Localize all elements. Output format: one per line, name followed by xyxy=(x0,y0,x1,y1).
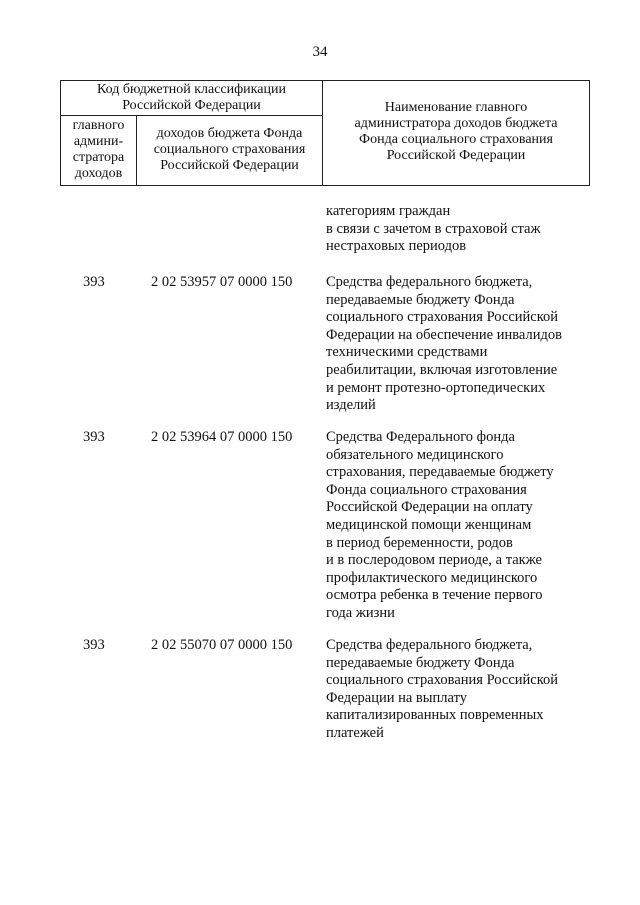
row-budget-code: 2 02 55070 07 0000 150 xyxy=(151,637,293,653)
continuation-name: категориям граждан в связи с зачетом в страховой стаж нестраховых периодов xyxy=(326,203,541,255)
row-budget-code: 2 02 53964 07 0000 150 xyxy=(151,429,293,445)
header-col-name: Наименование главного администратора доходов бюджета Фонда социального страхования Российской Федерации xyxy=(354,100,558,163)
row-admin-code: 393 xyxy=(83,637,105,653)
row-name: Средства Федерального фонда обязательного медицинского страхования, передаваемые бюджету Фонда социального страхования Российской Федерации на оплату медицинской помощи женщинам в период беременности, родов и в послеродовом периоде, а также профилактического медицинского осмотра ребенка в течение первого года жизни xyxy=(326,429,554,621)
row-budget-code: 2 02 53957 07 0000 150 xyxy=(151,274,293,290)
row-name: Средства федерального бюджета, передаваемые бюджету Фонда социального страхования Российской Федерации на обеспечение инвалидов техническими средствами реабилитации, включая изготовление и ремонт протезно-ортопедических изделий xyxy=(326,274,562,414)
header-subgroup-divider xyxy=(60,115,322,116)
page-number: 34 xyxy=(312,44,328,60)
table-header xyxy=(60,80,590,186)
row-admin-code: 393 xyxy=(83,429,105,445)
header-group-title: Код бюджетной классификации Российской Федерации xyxy=(97,82,286,113)
row-admin-code: 393 xyxy=(83,274,105,290)
header-bottom-border xyxy=(60,185,590,186)
header-col-admin: главного админи- стратора доходов xyxy=(72,118,125,181)
header-col-income: доходов бюджета Фонда социального страхования Российской Федерации xyxy=(153,126,306,173)
row-name: Средства федерального бюджета, передаваемые бюджету Фонда социального страхования Российской Федерации на выплату капитализированных повременных платежей xyxy=(326,637,559,741)
header-right-border xyxy=(589,80,590,186)
header-top-border xyxy=(60,80,590,81)
